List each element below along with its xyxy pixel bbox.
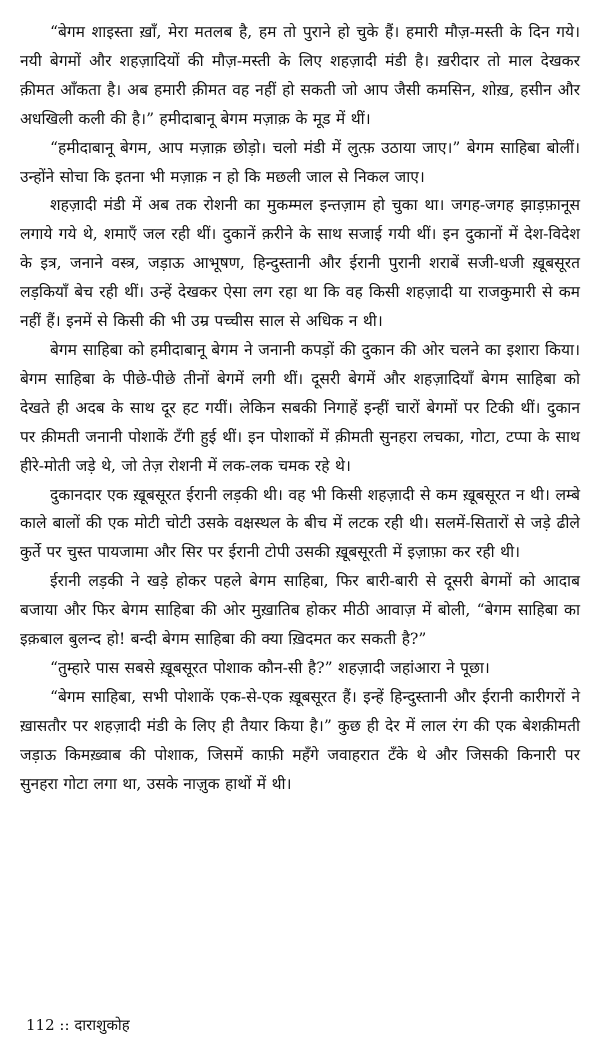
book-page (20, 18, 580, 798)
footer-separator: :: (59, 1016, 70, 1034)
page-number: 112 (26, 1016, 55, 1034)
paragraph: “बेगम शाइस्ता ख़ाँ, मेरा मतलब है, हम तो पुराने हो चुके हैं। हमारी मौज़-मस्ती के दिन गये। नयी बेगमों और शहज़ादियों की मौज़-मस्ती के लिए शहज़ादी मंडी है। ख़रीदार तो माल देखकर क़ीमत आँकता है। अब हमारी क़ीमत वह नहीं हो सकती जो आप जैसी कमसिन, शोख़, हसीन और अधखिली कली की है।” हमीदाबानू बेगम मज़ाक़ के मूड में थीं। (20, 23, 580, 128)
page-footer (26, 1015, 130, 1035)
paragraph: बेगम साहिबा को हमीदाबानू बेगम ने जनानी कपड़ों की दुकान की ओर चलने का इशारा किया। बेगम साहिबा के पीछे-पीछे तीनों बेगमें लगी थीं। दूसरी बेगमें और शहज़ादियाँ बेगम साहिबा को देखते ही अदब के साथ दूर हट गयीं। लेकिन सबकी निगाहें इन्हीं चारों बेगमों पर टिकी थीं। दुकान पर क़ीमती जनानी पोशाकें टँगी हुई थीं। इन पोशाकों में क़ीमती सुनहरा लचका, गोटा, टप्पा के साथ हीरे-मोती जड़े थे, जो तेज़ रोशनी में लक-लक चमक रहे थे। (20, 340, 580, 475)
paragraph: शहज़ादी मंडी में अब तक रोशनी का मुकम्मल इन्तज़ाम हो चुका था। जगह-जगह झाड़फ़ानूस लगाये गये थे, शमाएँ जल रही थीं। दुकानें क़रीने के साथ सजाई गयी थीं। इन दुकानों में देश-विदेश के इत्र, जनाने वस्त्र, जड़ाऊ आभूषण, हिन्दुस्तानी और ईरानी पुरानी शराबें सजी-धजी ख़ूबसूरत लड़कियाँ बेच रही थीं। उन्हें देखकर ऐसा लग रहा था कि वह किसी शहज़ादी या राजकुमारी से कम नहीं हैं। इनमें से किसी की भी उम्र पच्चीस साल से अधिक न थी। (20, 196, 580, 331)
paragraph: “तुम्हारे पास सबसे ख़ूबसूरत पोशाक कौन-सी है?” शहज़ादी जहांआरा ने पूछा। (50, 658, 490, 677)
paragraph: दुकानदार एक ख़ूबसूरत ईरानी लड़की थी। वह भी किसी शहज़ादी से कम ख़ूबसूरत न थी। लम्बे काले बालों की एक मोटी चोटी उसके वक्षस्थल के बीच में लटक रही थी। सलमें-सितारों से जड़े ढीले कुर्ते पर चुस्त पायजामा और सिर पर ईरानी टोपी उसकी ख़ूबसूरती में इज़ाफ़ा कर रही थी। (20, 485, 580, 562)
book-title: दाराशुकोह (74, 1016, 130, 1034)
paragraph: “हमीदाबानू बेगम, आप मज़ाक़ छोड़ो। चलो मंडी में लुत्फ़ उठाया जाए।” बेगम साहिबा बोलीं। उन्होंने सोचा कि इतना भी मज़ाक़ न हो कि मछली जाल से निकल जाए। (20, 138, 580, 186)
paragraph: “बेगम साहिबा, सभी पोशाकें एक-से-एक ख़ूबसूरत हैं। इन्हें हिन्दुस्तानी और ईरानी कारीगरों ने ख़ासतौर पर शहज़ादी मंडी के लिए ही तैयार किया है।” कुछ ही देर में लाल रंग की एक बेशक़ीमती जड़ाऊ किमख़्वाब की पोशाक, जिसमें काफ़ी महँगे जवाहरात टँके थे और जिसकी किनारी पर सुनहरा गोटा लगा था, उसके नाज़ुक हाथों में थी। (20, 687, 580, 793)
paragraph: ईरानी लड़की ने खड़े होकर पहले बेगम साहिबा, फिर बारी-बारी से दूसरी बेगमों को आदाब बजाया और फिर बेगम साहिबा की ओर मुख़ातिब होकर मीठी आवाज़ में बोली, “बेगम साहिबा का इक़बाल बुलन्द हो! बन्दी बेगम साहिबा की क्या ख़िदमत कर सकती है?” (20, 572, 580, 649)
